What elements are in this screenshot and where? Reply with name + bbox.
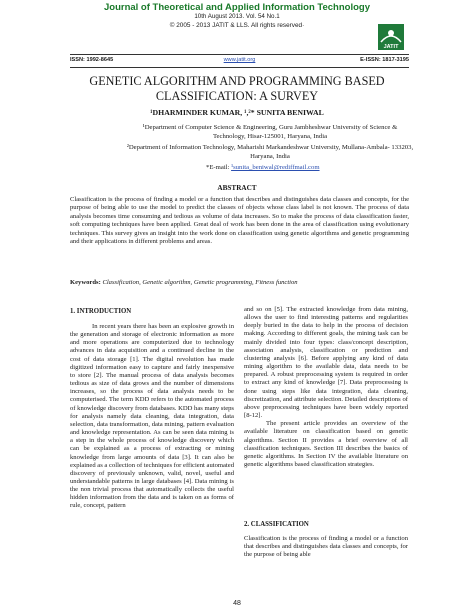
right-column [244,306,408,469]
intro-paragraph: In recent years there has been an explosive growth in the generation and storage of electronic information as more and more operations are computerized due to technology advances in data acquisition and a continued decline in the cost of data storage [1]. The digital revolution has made digitized information easy to capture and fairly inexpensive to store [2]. The manual process of data analysis becomes tedious as size of data grows and the number of dimensions increases, so the process of data analysis needs to be computerised. The term KDD refers to the automated process of knowledge discovery from databases. KDD has many steps for analysis namely data cleaning, data integration, data selection, data transformation, data mining, pattern evaluation and knowledge representation. As can be seen data mining is a step in the whole process of knowledge discovery which can be explained as a process of extracting or mining knowledge from large amounts of data [3]. It can also be explained as a collection of techniques for efficient automated discovery of previously unknown, valid, novel, useful and understandable patterns in large databases [4]. Data mining is the non trivial process that automatically collects the useful hidden information from the data and is taken on as forms of rule, concept, pattern [70,323,234,510]
affiliation-2-line-2: Haryana, India [250,153,290,160]
header-rule-bottom [70,67,409,68]
author-list: ¹DHARMINDER KUMAR, ¹,²* SUNITA BENIWAL [150,108,324,117]
email-line [206,164,320,171]
affiliation-2-line-1: ²Department of Information Technology, Maharishi Markandeshwar University, Mullana-Ambala- 133203, [126,144,414,151]
journal-title: Journal of Theoretical and Applied Information Technology [103,2,370,13]
abstract-heading: ABSTRACT [217,184,257,192]
header-rule-top [70,54,409,55]
email-label: *E-mail: [206,164,230,171]
journal-copyright: © 2005 - 2013 JATIT & LLS. All rights reserved· [169,22,305,29]
logo-text: JATIT [383,44,399,50]
keywords-label: Keywords: [70,279,101,286]
abstract-text: Classification is the process of finding a model or a function that describes and distinguishes data classes and concepts, for the purpose of being able to use the model to predict the classes of objects whose class label is not known. The process of data analysis becomes time consuming and tedious as volume of data increases. So to make the process of data classification faster, soft computing techniques have been applied. Great deal of work has been done in the area of classification using evolutionary techniques. This survey gives an insight into the work done on classification using genetic algorithms and genetic programming and their applications in different problems and areas. [70,196,409,246]
section-1-heading: 1. INTRODUCTION [70,308,132,315]
e-issn: E-ISSN: 1817-3195 [360,57,409,63]
journal-url-link[interactable]: www.jatit.org [223,57,256,63]
paper-title-line-1: GENETIC ALGORITHM AND PROGRAMMING BASED [89,74,385,88]
issn: ISSN: 1992-8645 [70,57,114,63]
page-number: 48 [233,600,241,607]
email-link[interactable]: ¹sunita_beniwal@rediffmail.com [231,164,320,171]
section-2-body [244,535,408,559]
classification-paragraph: Classification is the process of finding a model or a function that describes and distinguishes data classes and concepts, for the purpose of being able [244,535,408,559]
jatit-logo [378,24,404,50]
keywords-line [70,279,409,286]
keywords-text: Classification, Genetic algorithm, Genetic programming, Fitness function [102,279,298,286]
intro-continuation-paragraph: and so on [5]. The extracted knowledge from data mining, allows the user to find interesting patterns and regularities deeply buried in the data to help in the process of decision making. According to different goals, the mining task can be mainly divided into four types: class/concept description, association analysis, classification or prediction and clustering analysis [6]. Before applying any kind of data mining algorithm to the available data, data needs to be prepared. A robust preprocessing system is required in order to extract any kind of knowledge [7]. Data preprocessing is done using steps like data integration, data cleaning, discretization, and attribute selection. Detailed descriptions of above preprocessing techniques have been widely reported [8-12]. [244,306,408,420]
affiliation-1-line-2: Technology, Hisar-125001, Haryana, India [212,133,328,140]
left-column [70,323,234,511]
paper-title [60,74,414,103]
affiliation-1-line-1: ¹Department of Computer Science & Engineering, Guru Jambheshwar University of Science & [142,124,398,131]
section-2-heading: 2. CLASSIFICATION [244,521,309,528]
journal-issue: 10th August 2013. Vol. 54 No.1 [194,13,280,20]
issn-row [70,57,409,66]
paper-title-line-2: CLASSIFICATION: A SURVEY [155,88,319,103]
overview-paragraph: The present article provides an overview of the available literature on classification based on genetic algorithms. Section II provides a brief overview of all classification techniques. Section III describes the basics of genetic algorithms. In Section IV the available literature on genetic algorithms based classification strategies. [244,420,408,468]
